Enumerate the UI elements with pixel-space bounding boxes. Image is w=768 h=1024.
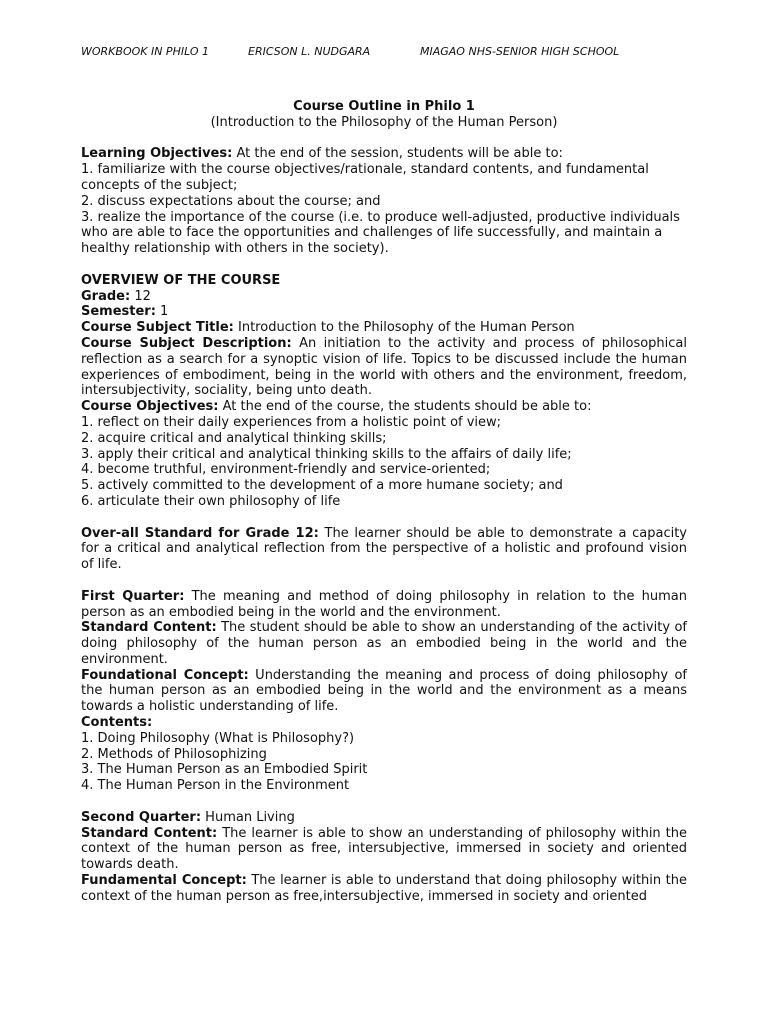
- list-item: 2. Methods of Philosophizing: [81, 746, 267, 762]
- list-item: 1. Doing Philosophy (What is Philosophy?): [81, 730, 355, 746]
- document-body: [81, 99, 687, 905]
- first-quarter-line: First Quarter: The meaning and method of doing philosophy in relation to the human person as an embodied being in the world and the environment.: [81, 588, 688, 620]
- list-item: 1. reflect on their daily experiences from a holistic point of view;: [81, 414, 502, 430]
- first-quarter-section: [81, 589, 687, 794]
- contents-label: Contents:: [81, 715, 153, 731]
- semester-line: Semester: 1: [81, 304, 169, 320]
- subject-title-line: Course Subject Title: Introduction to the Philosophy of the Human Person: [81, 320, 575, 336]
- second-quarter-line: Second Quarter: Human Living: [81, 809, 295, 825]
- list-item: 3. realize the importance of the course (i.e. to produce well-adjusted, productive individuals who are able to face the opportunities and challenges of life successfully, and maintain a healthy relationship with others in the society).: [81, 209, 680, 257]
- header-school: MIAGAO NHS-SENIOR HIGH SCHOOL: [420, 45, 620, 58]
- second-quarter-standard: Standard Content: The learner is able to show an understanding of philosophy within the context of the human person as free, intersubjective, immersed in society and oriented towards death.: [81, 825, 687, 873]
- learning-objectives-label: Learning Objectives:: [81, 146, 233, 162]
- overview-heading: OVERVIEW OF THE COURSE: [81, 272, 281, 288]
- list-item: 5. actively committed to the development of a more humane society; and: [81, 478, 563, 494]
- overall-standard: Over-all Standard for Grade 12: The learner should be able to demonstrate a capacity for a critical and analytical reflection from the perspective of a holistic and profound vision of life.: [81, 525, 687, 573]
- learning-objectives-section: [81, 146, 687, 257]
- list-item: 1. familiarize with the course objectives/rationale, standard contents, and fundamental concepts of the subject;: [81, 162, 649, 193]
- second-quarter-fundamental: Fundamental Concept: The learner is able to understand that doing philosophy within the context of the human person as free,intersubjective, immersed in society and oriented: [81, 873, 687, 904]
- first-quarter-standard: Standard Content: The student should be able to show an understanding of the activity of doing philosophy of the human person as an embodied being in the world and the environment.: [81, 620, 687, 667]
- course-objectives-intro: Course Objectives: At the end of the course, the students should be able to:: [81, 399, 592, 415]
- first-quarter-foundational: Foundational Concept: Understanding the meaning and process of doing philosophy of the human person as an embodied being in the world and the environment as a means towards a holistic understanding of life.: [81, 667, 688, 715]
- subject-description: Course Subject Description: An initiation to the activity and process of philosophical reflection as a search for a synoptic vision of life. Topics to be discussed include the human experiences of embodiment, being in the world with others and the environment, freedom, intersubjectivity, sociality, being unto death.: [81, 335, 688, 399]
- list-item: 4. become truthful, environment-friendly and service-oriented;: [81, 462, 491, 478]
- document-subtitle: (Introduction to the Philosophy of the Human Person): [210, 114, 558, 130]
- list-item: 6. articulate their own philosophy of life: [81, 493, 341, 509]
- list-item: 3. apply their critical and analytical thinking skills to the affairs of daily life;: [81, 446, 572, 462]
- second-quarter-section: [81, 810, 687, 905]
- header-workbook: WORKBOOK IN PHILO 1: [81, 45, 210, 58]
- list-item: 4. The Human Person in the Environment: [81, 778, 350, 794]
- list-item: 2. acquire critical and analytical thinking skills;: [81, 430, 387, 446]
- document-title: Course Outline in Philo 1: [293, 99, 475, 114]
- title-block: [81, 99, 687, 131]
- list-item: 3. The Human Person as an Embodied Spirit: [81, 762, 368, 778]
- grade-line: Grade: 12: [81, 288, 151, 304]
- learning-objectives-intro: Learning Objectives: At the end of the session, students will be able to:: [81, 146, 563, 162]
- header-author: ERICSON L. NUDGARA: [248, 45, 371, 58]
- list-item: 2. discuss expectations about the course; and: [81, 193, 381, 209]
- overview-section: [81, 273, 687, 510]
